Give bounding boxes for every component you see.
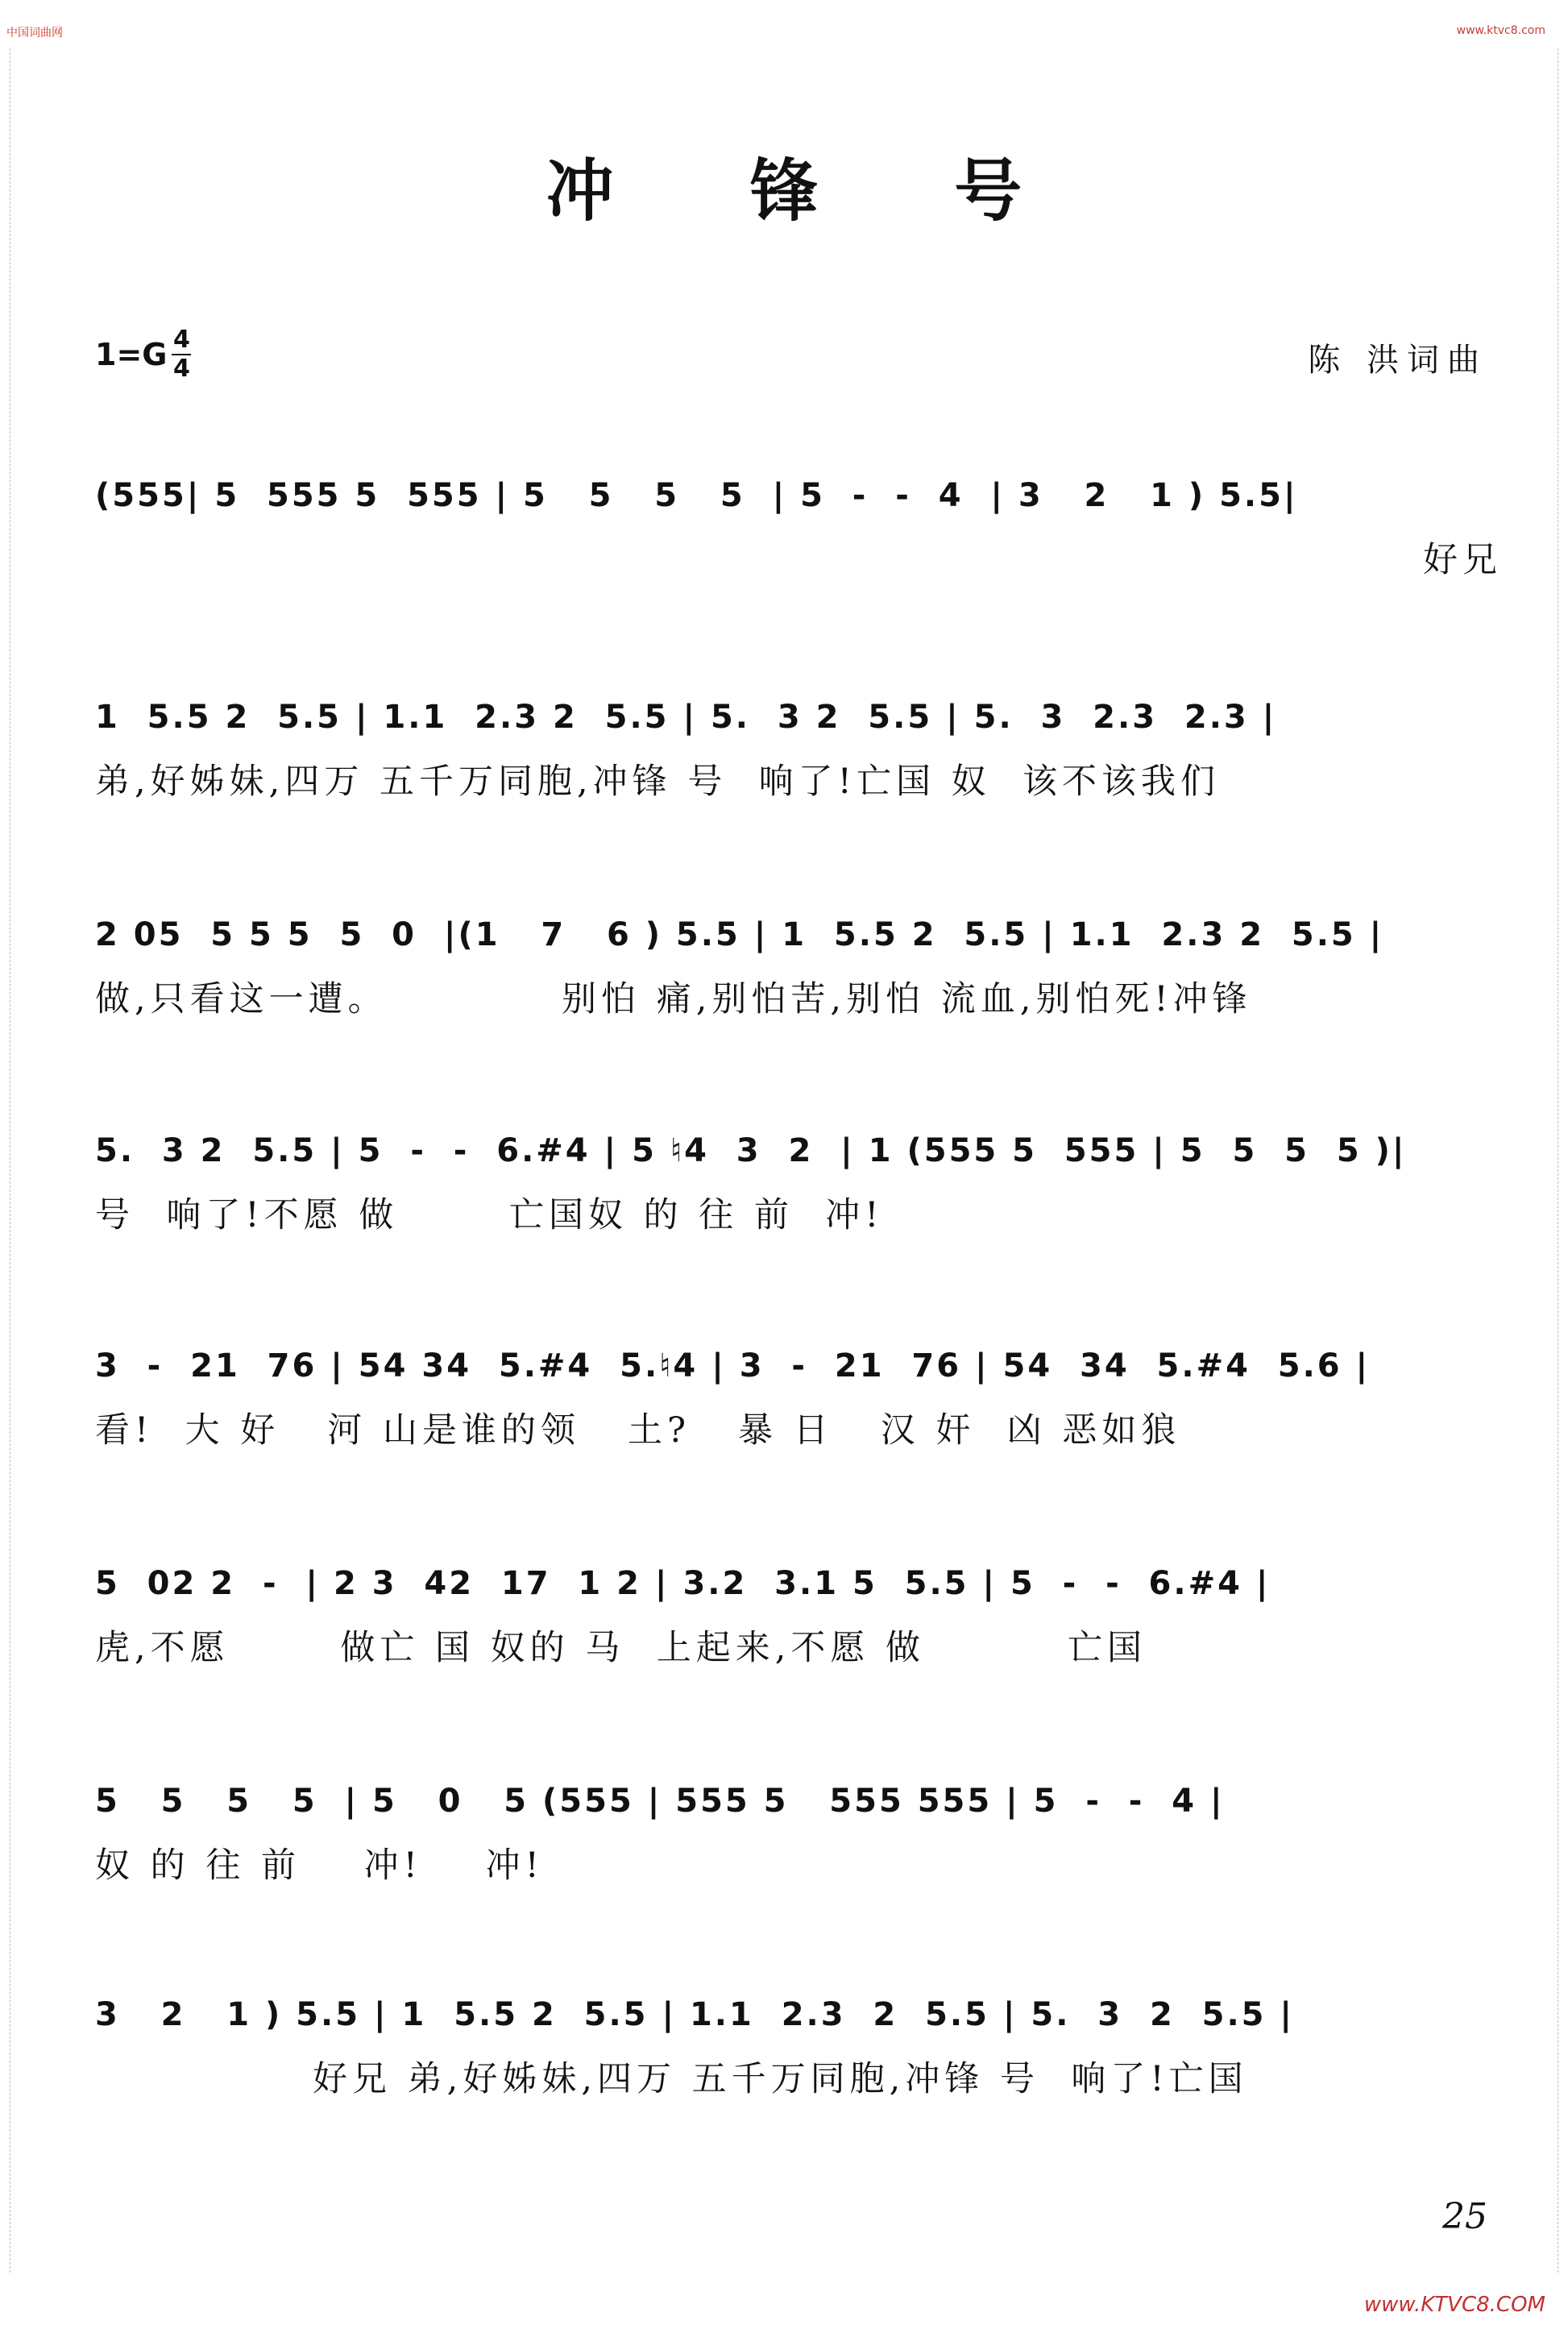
key-signature: [95, 326, 191, 383]
lyrics: 奴 的 往 前 冲! 冲!: [95, 1845, 544, 1886]
score-line-4: [95, 1127, 1502, 1239]
lyrics: 号 响了!不愿 做 亡国奴 的 往 前 冲!: [95, 1195, 884, 1235]
notation: (555| 5 555 5 555 | 5 5 5 5 | 5 - - 4 | 3 2 1 ) 5.5|: [95, 477, 1298, 514]
left-margin-strip: [0, 48, 10, 2273]
lyrics: 好兄: [1423, 540, 1502, 580]
lyrics: 好兄 弟,好姊妹,四万 五千万同胞,冲锋 号 响了!亡国: [313, 2059, 1248, 2099]
time-bottom: 4: [173, 355, 190, 383]
time-signature: [172, 326, 191, 383]
score-line-1: [95, 471, 1502, 584]
score-line-7: [95, 1777, 1502, 1890]
score-line-6: [95, 1559, 1502, 1672]
notation: 2 05 5 5 5 5 0 |(1 7 6 ) 5.5 | 1 5.5 2 5.5 | 1.1 2.3 2 5.5 |: [95, 916, 1384, 953]
lyrics: 看! 大 好 河 山是谁的领 土? 暴 日 汉 奸 凶 恶如狼: [95, 1410, 1181, 1451]
key-tonic: 1=G: [95, 337, 168, 372]
time-top: 4: [173, 326, 190, 354]
site-mark-right: www.ktvc8.com: [1456, 24, 1545, 37]
notation: 1 5.5 2 5.5 | 1.1 2.3 2 5.5 | 5. 3 2 5.5 | 5. 3 2.3 2.3 |: [95, 699, 1277, 736]
score-line-3: [95, 911, 1502, 1023]
author-credit: 陈 洪词曲: [1308, 342, 1487, 379]
lyrics: 弟,好姊妹,四万 五千万同胞,冲锋 号 响了!亡国 奴 该不该我们: [95, 762, 1220, 802]
notation: 5. 3 2 5.5 | 5 - - 6.#4 | 5 ♮4 3 2 | 1 (555 5 555 | 5 5 5 5 )|: [95, 1132, 1407, 1169]
notation: 5 02 2 - | 2 3 42 17 1 2 | 3.2 3.1 5 5.5 | 5 - - 6.#4 |: [95, 1565, 1271, 1602]
song-title: 冲 锋 号: [545, 151, 1079, 230]
score-line-2: [95, 693, 1502, 806]
score-line-5: [95, 1342, 1502, 1455]
footer-site-mark: www.KTVC8.COM: [1363, 2293, 1545, 2317]
site-mark-left: 中国词曲网: [6, 27, 63, 39]
score-line-8: [95, 1991, 1502, 2103]
notation: 3 2 1 ) 5.5 | 1 5.5 2 5.5 | 1.1 2.3 2 5.5 | 5. 3 2 5.5 |: [95, 1996, 1295, 2033]
right-margin-strip: [1558, 48, 1568, 2273]
lyrics: 做,只看这一遭。 别怕 痛,别怕苦,别怕 流血,别怕死!冲锋: [95, 979, 1252, 1019]
notation: 5 5 5 5 | 5 0 5 (555 | 555 5 555 555 | 5 - - 4 |: [95, 1783, 1225, 1820]
notation: 3 - 21 76 | 54 34 5.#4 5.♮4 | 3 - 21 76 | 54 34 5.#4 5.6 |: [95, 1347, 1371, 1385]
lyrics: 虎,不愿 做亡 国 奴的 马 上起来,不愿 做 亡国: [95, 1628, 1147, 1668]
page-number: 25: [1442, 2196, 1487, 2237]
